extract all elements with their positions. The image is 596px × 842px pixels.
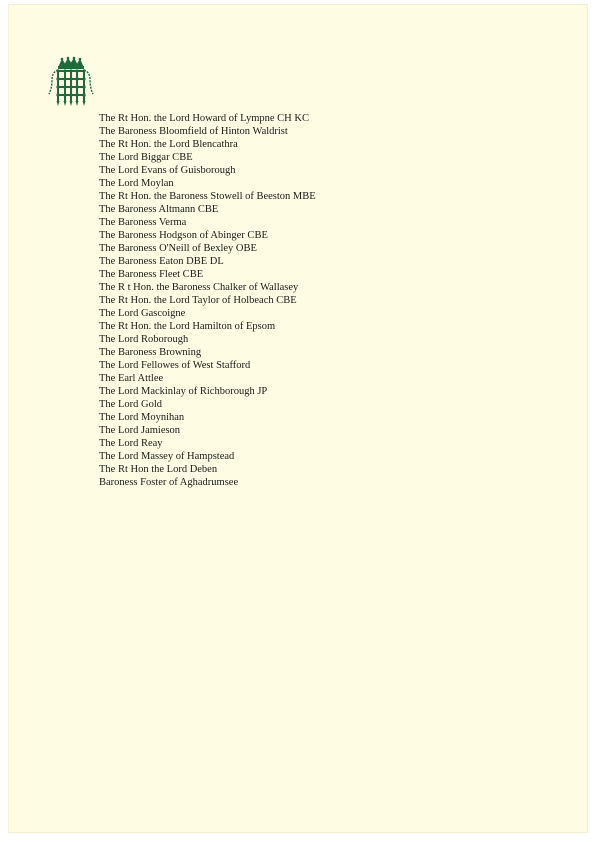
signatory: The Lord Evans of Guisborough: [99, 165, 236, 176]
signatory: The Rt Hon. the Lord Howard of Lympne CH KC: [99, 113, 309, 124]
signatory: The Rt Hon. the Lord Hamilton of Epsom: [99, 321, 276, 332]
signatory: The Baroness Hodgson of Abinger CBE: [99, 230, 268, 241]
signatory: The Lord Moynihan: [99, 412, 185, 423]
signatory: The Lord Fellowes of West Stafford: [99, 360, 251, 371]
signatory: The Rt Hon. the Lord Taylor of Holbeach CBE: [99, 295, 297, 306]
signatory: The Lord Biggar CBE: [99, 152, 193, 163]
signatory: The Lord Mackinlay of Richborough JP: [99, 386, 268, 397]
signatory: The Baroness Browning: [99, 347, 202, 358]
signatory: The Lord Roborough: [99, 334, 189, 345]
signatory: The Baroness O'Neill of Bexley OBE: [99, 243, 257, 254]
signatory: The Earl Attlee: [99, 373, 164, 384]
letter-page: [8, 4, 588, 833]
signatory: The Rt Hon the Lord Deben: [99, 464, 218, 475]
signatory: The Rt Hon. the Lord Blencathra: [99, 139, 238, 150]
signatory: The Baroness Bloomfield of Hinton Waldrist: [99, 126, 288, 137]
signatory: The Lord Massey of Hampstead: [99, 451, 235, 462]
signatory: The Lord Jamieson: [99, 425, 181, 436]
signatory: The Baroness Eaton DBE DL: [99, 256, 224, 267]
signatory: The Lord Moylan: [99, 178, 174, 189]
signatory: Baroness Foster of Aghadrumsee: [99, 477, 239, 488]
portcullis-icon: [46, 56, 96, 108]
signatory: The Lord Gold: [99, 399, 162, 410]
signatory: The Lord Reay: [99, 438, 163, 449]
signatory: The Rt Hon. the Baroness Stowell of Beeston MBE: [99, 191, 316, 202]
signatory: The Baroness Verma: [99, 217, 187, 228]
signatory: The R t Hon. the Baroness Chalker of Wallasey: [99, 282, 299, 293]
signatory: The Baroness Altmann CBE: [99, 204, 219, 215]
signatory: The Baroness Fleet CBE: [99, 269, 204, 280]
signatory: The Lord Gascoigne: [99, 308, 186, 319]
signatory-list: [99, 112, 316, 489]
